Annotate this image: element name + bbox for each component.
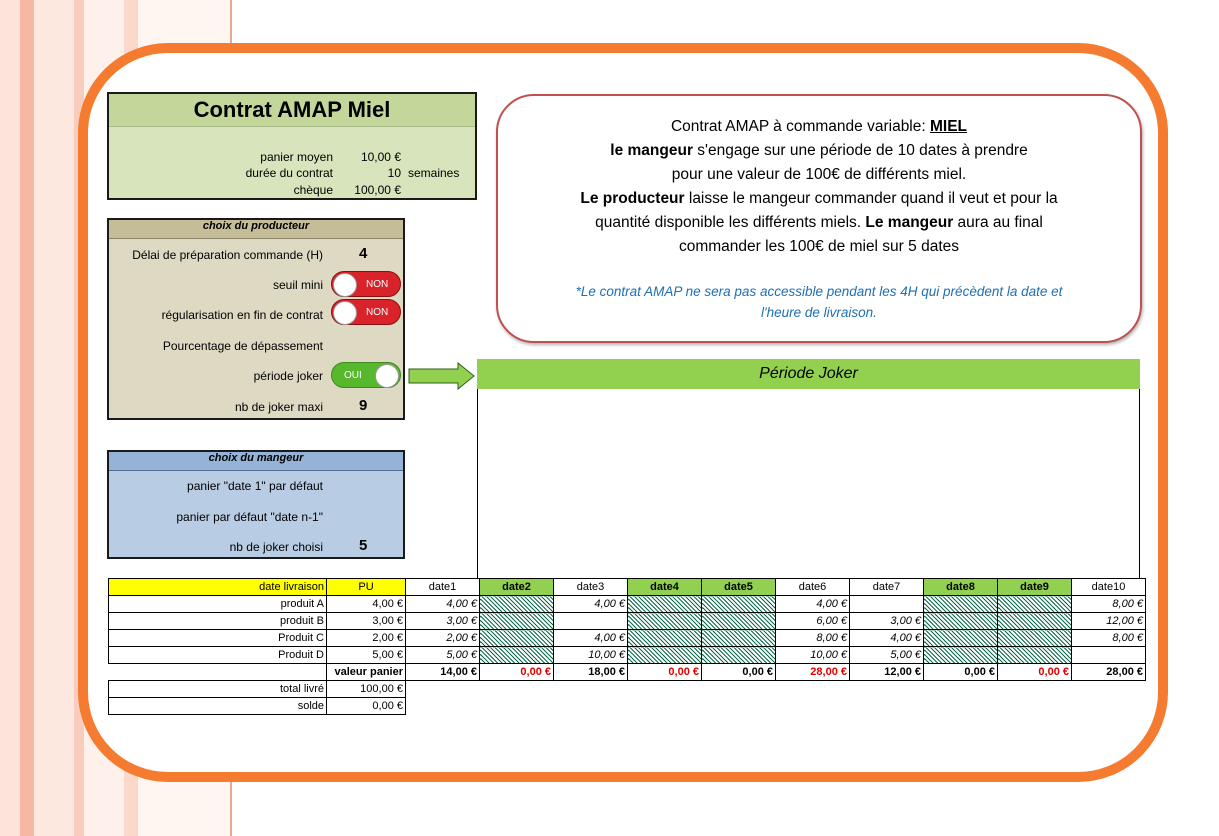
contract-info-box (496, 94, 1142, 343)
duree-contrat-label: durée du contrat (245, 166, 333, 180)
default-date1-label: panier "date 1" par défaut (187, 479, 323, 493)
joker-cell (628, 630, 702, 647)
joker-cell (924, 630, 998, 647)
joker-cell (998, 647, 1072, 664)
cheque-value: 100,00 € (354, 183, 401, 197)
consumer-choice-box (107, 450, 405, 559)
joker-period-area (477, 389, 1140, 578)
joker-cell (702, 647, 776, 664)
total-row (109, 681, 1146, 698)
info-line-5 (498, 211, 1140, 235)
regularisation-label: régularisation en fin de contrat (161, 308, 323, 322)
product-pu: 2,00 € (327, 630, 406, 647)
table-row (109, 613, 1146, 630)
product-name: produit B (109, 613, 327, 630)
header-date9: date9 (998, 579, 1072, 596)
toggle-text: OUI (344, 370, 362, 381)
toggle-text: NON (366, 279, 389, 290)
joker-period-header: Période Joker (477, 359, 1140, 389)
cheque-label: chèque (293, 183, 333, 197)
valeur-panier-row (109, 664, 1146, 681)
valeur-cell: 0,00 € (702, 664, 776, 681)
duree-contrat-value: 10 (387, 166, 401, 180)
joker-choisi-label: nb de joker choisi (229, 540, 323, 554)
total-livre-label: total livré (109, 681, 327, 698)
table-row (109, 630, 1146, 647)
valeur-cell: 28,00 € (776, 664, 850, 681)
order-cell[interactable]: 4,00 € (406, 596, 480, 613)
order-cell[interactable]: 10,00 € (776, 647, 850, 664)
product-pu: 4,00 € (327, 596, 406, 613)
producer-choice-header: choix du producteur (109, 220, 403, 239)
header-date5: date5 (702, 579, 776, 596)
product-name: produit A (109, 596, 327, 613)
periode-joker-label: période joker (253, 369, 323, 383)
toggle-knob (333, 301, 357, 325)
pourcentage-label: Pourcentage de dépassement (162, 339, 323, 353)
joker-cell (628, 647, 702, 664)
empty-cell (109, 664, 327, 681)
joker-choisi-value[interactable]: 5 (359, 537, 368, 554)
order-cell[interactable]: 6,00 € (776, 613, 850, 630)
contract-title: Contrat AMAP Miel (109, 94, 475, 127)
solde-value: 0,00 € (327, 698, 406, 715)
joker-cell (702, 596, 776, 613)
default-daten-label: panier par défaut "date n-1" (176, 510, 323, 524)
valeur-cell: 0,00 € (628, 664, 702, 681)
panier-moyen-label: panier moyen (260, 150, 333, 164)
joker-cell (998, 630, 1072, 647)
order-cell[interactable]: 12,00 € (1072, 613, 1146, 630)
delivery-table (108, 578, 1146, 715)
arrow-right-icon (408, 362, 476, 390)
joker-cell (924, 647, 998, 664)
info-text-mangeur: Le mangeur (865, 214, 954, 231)
duree-contrat-unit: semaines (408, 166, 460, 180)
order-cell[interactable]: 4,00 € (554, 630, 628, 647)
joker-cell (480, 647, 554, 664)
solde-label: solde (109, 698, 327, 715)
joker-cell (702, 613, 776, 630)
valeur-cell: 28,00 € (1072, 664, 1146, 681)
periode-joker-toggle[interactable] (331, 362, 401, 388)
info-line-3: pour une valeur de 100€ de différents miel. (671, 166, 967, 183)
valeur-cell: 0,00 € (998, 664, 1072, 681)
joker-cell (998, 596, 1072, 613)
order-cell[interactable]: 3,00 € (406, 613, 480, 630)
info-text: Contrat AMAP à commande variable: (670, 118, 930, 135)
background-stripe (20, 0, 34, 836)
delai-value[interactable]: 4 (359, 245, 368, 262)
joker-cell (924, 613, 998, 630)
header-date4: date4 (628, 579, 702, 596)
header-date10: date10 (1072, 579, 1146, 596)
info-text-producteur: Le producteur (580, 190, 685, 207)
header-date7: date7 (850, 579, 924, 596)
order-cell[interactable]: 8,00 € (1072, 630, 1146, 647)
joker-cell (998, 613, 1072, 630)
seuil-label: seuil mini (272, 278, 323, 292)
info-text: s'engage sur une période de 10 dates à prendre (692, 142, 1028, 159)
joker-cell (480, 613, 554, 630)
toggle-knob (375, 364, 399, 388)
info-line-6: commander les 100€ de miel sur 5 dates (678, 238, 959, 255)
order-cell[interactable] (554, 613, 628, 630)
total-livre-value: 100,00 € (327, 681, 406, 698)
joker-cell (480, 596, 554, 613)
info-line-2 (498, 139, 1140, 163)
info-line-4 (498, 187, 1140, 211)
info-text-mangeur: le mangeur (610, 142, 693, 159)
delai-label: Délai de préparation commande (H) (132, 248, 323, 262)
order-cell[interactable]: 8,00 € (1072, 596, 1146, 613)
order-cell[interactable]: 5,00 € (850, 647, 924, 664)
joker-cell (628, 613, 702, 630)
producer-choice-box (107, 218, 405, 420)
valeur-cell: 0,00 € (480, 664, 554, 681)
joker-cell (628, 596, 702, 613)
info-text: aura au final (953, 214, 1043, 231)
background-stripe (0, 0, 20, 836)
max-joker-label: nb de joker maxi (234, 400, 323, 414)
order-cell[interactable]: 2,00 € (406, 630, 480, 647)
valeur-cell: 12,00 € (850, 664, 924, 681)
header-date1: date1 (406, 579, 480, 596)
valeur-cell: 0,00 € (924, 664, 998, 681)
solde-row (109, 698, 1146, 715)
header-pu: PU (327, 579, 406, 596)
toggle-text: NON (366, 307, 389, 318)
valeur-panier-label: valeur panier (327, 664, 406, 681)
order-cell[interactable] (850, 596, 924, 613)
header-date3: date3 (554, 579, 628, 596)
valeur-cell: 14,00 € (406, 664, 480, 681)
header-date2: date2 (480, 579, 554, 596)
product-name: Produit D (109, 647, 327, 664)
order-cell[interactable] (1072, 647, 1146, 664)
joker-cell (924, 596, 998, 613)
max-joker-value[interactable]: 9 (359, 397, 368, 414)
order-cell[interactable]: 3,00 € (850, 613, 924, 630)
valeur-cell: 18,00 € (554, 664, 628, 681)
info-text: laisse le mangeur commander quand il veut et pour la (684, 190, 1058, 207)
order-cell[interactable]: 4,00 € (554, 596, 628, 613)
contract-summary-box (107, 92, 477, 200)
order-cell[interactable]: 5,00 € (406, 647, 480, 664)
toggle-knob (333, 273, 357, 297)
panier-moyen-value: 10,00 € (360, 150, 401, 164)
order-cell[interactable]: 4,00 € (776, 596, 850, 613)
order-cell[interactable]: 8,00 € (776, 630, 850, 647)
joker-cell (480, 630, 554, 647)
background-stripe (34, 0, 74, 836)
info-note-1: *Le contrat AMAP ne sera pas accessible pendant les 4H qui précèdent la date et (575, 284, 1063, 299)
table-header-row (109, 579, 1146, 596)
order-cell[interactable]: 10,00 € (554, 647, 628, 664)
info-text: quantité disponible les différents miels. (595, 214, 866, 231)
regularisation-toggle[interactable] (331, 299, 401, 325)
header-date-livraison: date livraison (109, 579, 327, 596)
product-pu: 3,00 € (327, 613, 406, 630)
product-pu: 5,00 € (327, 647, 406, 664)
order-cell[interactable]: 4,00 € (850, 630, 924, 647)
info-line-1 (498, 115, 1140, 139)
header-date6: date6 (776, 579, 850, 596)
info-note-2: l'heure de livraison. (761, 305, 877, 320)
joker-cell (702, 630, 776, 647)
info-text-miel: MIEL (930, 118, 968, 135)
table-row (109, 647, 1146, 664)
header-date8: date8 (924, 579, 998, 596)
table-row (109, 596, 1146, 613)
seuil-toggle[interactable] (331, 271, 401, 297)
product-name: Produit C (109, 630, 327, 647)
consumer-choice-header: choix du mangeur (109, 452, 403, 471)
